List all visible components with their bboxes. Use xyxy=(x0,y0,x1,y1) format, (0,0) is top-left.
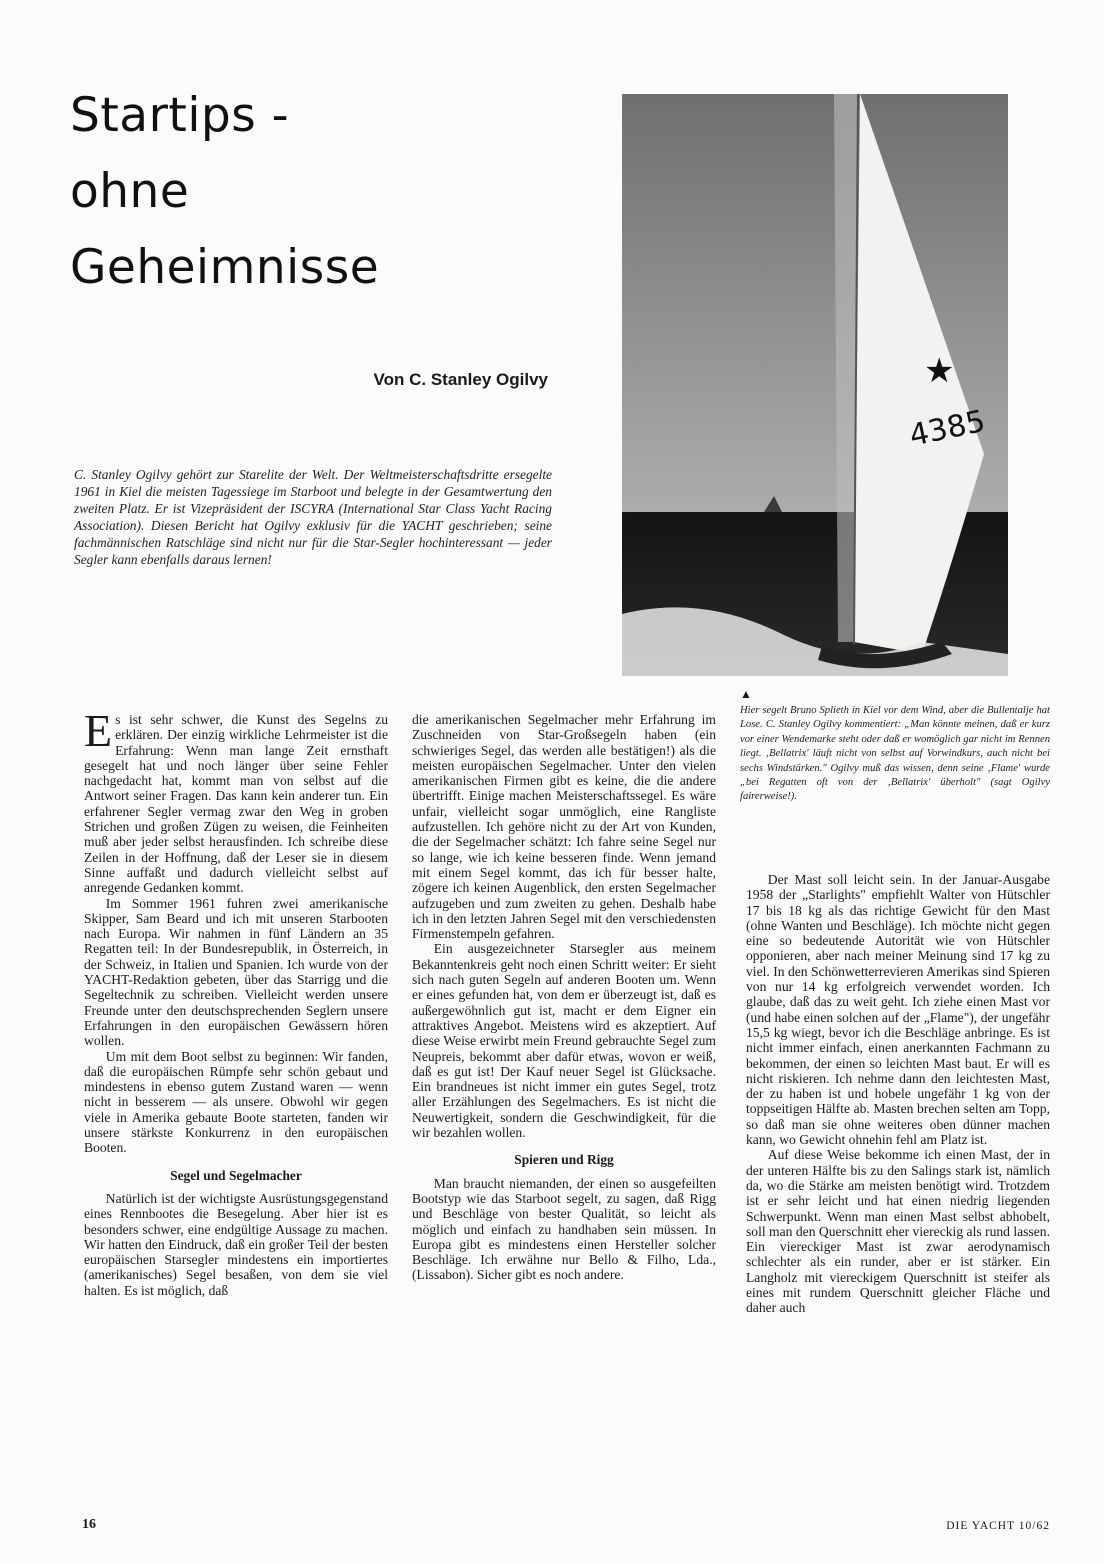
paragraph: Um mit dem Boot selbst zu beginnen: Wir fanden, daß die europäischen Rümpfe sehr schön gebaut und mindestens in ebenso gutem Zustand waren — wenn nicht in besserem — als unsere. Obwohl wir gegen viele in Amerika gebaute Boote starteten, fanden wir unsere stärkste Konkurrenz in den europäischen Booten. xyxy=(84,1048,388,1156)
paragraph: Natürlich ist der wichtigste Ausrüstungsgegenstand eines Rennbootes die Besegelung. Aber hier ist es besonders schwer, eine endgültige Aussage zu machen. Wir hatten den Eindruck, daß ein großer Teil der besten europäischen Starsegler mindestens ein importiertes (amerikanisches) Segel besaßen, von dem sie viel halten. Es ist möglich, daß xyxy=(84,1190,388,1298)
paragraph-text: s ist sehr schwer, die Kunst des Segelns zu erklären. Der einzig wirkliche Lehrmeister ist die Erfahrung: Wenn man lange Zeit ernsthaft gesegelt hat und noch länger über seine Fehler nachgedacht hat, kommt man von selbst auf die Antwort seiner Fragen. Das kann kein anderer tun. Ein erfahrener Segler vermag zwar den Weg in groben Strichen und großen Zügen zu weisen, die Feinheiten muß aber jeder selbst herausfinden. Ich schreibe diese Zeilen in der Hoffnung, daß der Leser sie in diesem Sinne auffaßt und dadurch vielleicht selbst auf anregende Gedanken kommt. xyxy=(84,712,388,896)
magazine-footer: DIE YACHT 10/62 xyxy=(946,1520,1050,1532)
title-line-3: Geheimnisse xyxy=(70,240,380,295)
caption-arrow-icon: ▲ xyxy=(740,687,752,701)
drop-cap: E xyxy=(84,705,113,756)
intro-text: C. Stanley Ogilvy gehört zur Starelite der Welt. Der Weltmeisterschaftsdritte ersegelte 1961 in Kiel die meisten Tagessiege im Starboot und belegte in der Gesamtwertung den zweiten Platz. Er ist Vizepräsident der ISCYRA (International Star Class Yacht Racing Association). Diesen Bericht hat Ogilvy exklusiv für die YACHT geschrieben; seine fachmännischen Ratschläge sind nicht nur für die Star-Segler hochinteressant — jeder Segler kann ebenfalls daraus lernen! xyxy=(74,467,552,567)
title-line-2: ohne xyxy=(70,164,190,219)
paragraph: die amerikanischen Segelmacher mehr Erfahrung im Zuschneiden von Star-Großsegeln haben (ein schwieriges Segel, das werden alle bestätigen!) als die meisten europäischen Segelmacher. Unter den vielen amerikanischen Firmen gibt es keine, die die andere übertrifft. Einige machen Meisterschaftssegel. Es wäre unfair, vielleicht sogar unmöglich, eine Rangliste aufzustellen. Ich gehöre nicht zu der Art von Kunden, die der Segelmacher schätzt: Ich fahre seine Segel nur so lange, wie ich keine besseren finde. Wenn jemand mit einem Segel kommt, das ich für besser halte, zögere ich keinen Augenblick, den ersten Segelmacher aufzugeben und zum zweiten zu gehen. Deshalb habe ich in den letzten Jahren Segel mit den verschiedensten Firmenstempeln gefahren. xyxy=(412,712,716,942)
section-heading: Spieren und Rigg xyxy=(514,1152,614,1168)
paragraph: Auf diese Weise bekomme ich einen Mast, der in der unteren Hälfte bis zu den Salings stark ist, nämlich da, wo die Stärke am meisten benötigt wird. Trotzdem ist er sehr leicht und hat einen niedrig liegenden Schwerpunkt. Wenn man einen Mast selbst abhobelt, soll man den Querschnitt eher viereckig als rund lassen. Ein viereckiger Mast ist zwar aerodynamisch schlechter als ein runder, aber er ist stärker. Ein Langholz mit viereckigem Querschnitt ist steifer als eines mit rundem Querschnitt gleicher Fläche und daher auch xyxy=(746,1147,1050,1316)
paragraph: Man braucht niemanden, der einen so ausgefeilten Bootstyp wie das Starboot segelt, zu sagen, daß Rigg und Beschläge von bester Qualität, so leicht als möglich und einfach zu handhaben sein müssen. In Europa gibt es mindestens einen Hersteller solcher Beschläge. Ich erwähne nur Bello & Filho, Lda., (Lissabon). Sicher gibt es noch andere. xyxy=(412,1175,716,1283)
article-title xyxy=(70,78,590,306)
section-heading: Segel und Segelmacher xyxy=(170,1167,302,1183)
paragraph: Im Sommer 1961 fuhren zwei amerikanische Skipper, Sam Beard und ich mit unseren Starbooten nach Europa. Wir nahmen in fünf Ländern an 35 Regatten teil: In der Bundesrepublik, in Österreich, in der Schweiz, in Italien und Spanien. Ich wurde von der YACHT-Redaktion gebeten, über das Starrigg und die Segeltechnik zu schreiben. Vielleicht werden unsere Freunde unter den deutschsprechenden Seglern unsere Erfahrungen in den europäischen Gewässern hören wollen. xyxy=(84,895,388,1049)
caption-text: Hier segelt Bruno Splieth in Kiel vor dem Wind, aber die Bullentalje hat Lose. C. Stanley Ogilvy kommentiert: „Man könnte meinen, daß er kurz vor einer Wendemarke steht oder daß er womöglich gar nicht im Rennen liegt. ‚Bellatrix' läuft nicht von selbst auf Vorwindkurs, auch nicht bei sechs Windstärken." Ogilvy muß das wissen, denn seine ‚Flame' wurde „bei Regatten oft von der ‚Bellatrix' überholt" (sagt Ogilvy fairerweise!). xyxy=(740,705,1050,803)
column-2 xyxy=(412,712,716,1283)
paragraph: Ein ausgezeichneter Starsegler aus meinem Bekanntenkreis geht noch einen Schritt weiter: Er sieht sich nach guten Segeln auf anderen Booten um. Wenn er eines gefunden hat, von dem er überzeugt ist, daß es außergewöhnlich gut ist, macht er dem Eigner ein attraktives Angebot. Meistens wird es akzeptiert. Auf diese Weise erwirbt mein Freund gebrauchte Segel zum Neupreis, bekommt aber dafür etwas, wovon er weiß, daß es gut ist! Der Kauf neuer Segel ist Glücksache. Ein brandneues ist nicht immer ein gutes Segel, trotz aller Erzählungen des Segelmachers. Es ist nicht die Neuwertigkeit, sondern die Geschwindigkeit, für die wir bezahlen wollen. xyxy=(412,941,716,1141)
paragraph: Der Mast soll leicht sein. In der Januar-Ausgabe 1958 der „Starlights" empfiehlt Walter von Hütschler 17 bis 18 kg als das richtige Gewicht für den Mast (ohne Wanten und Beschläge). Ich möchte nicht gegen eine so bedeutende Autorität wie von Hütschler opponieren, aber nach meiner Meinung sind 17 kg zu viel. In den Schönwetterrevieren Amerikas sind Spieren von nur 14 kg erfolgreich verwendet worden. Ich glaube, daß das zu weit geht. Ich ziehe einen Mast vor (und habe einen solchen auf der „Flame"), der ungefähr 15,5 kg wiegt, bevor ich die Beschläge anbringe. Es ist nicht immer einfach, einen anerkannten Fachmann zu bekommen, der einen so leichten Mast baut. Er will es nicht riskieren. Ich nehme dann den leichtesten Mast, der zu haben ist und hobele ungefähr 1 kg von der toppseitigen Hälfte ab. Masten brechen selten am Topp, so daß man sie ohne weiteres oben dünner machen kann, wo Gewicht ohnehin fehl am Platz ist. xyxy=(746,872,1050,1148)
title-line-1: Startips - xyxy=(70,88,290,143)
page-number: 16 xyxy=(82,1517,96,1532)
column-3 xyxy=(746,872,1050,1316)
column-1 xyxy=(84,705,388,1298)
star-emblem-icon: ★ xyxy=(924,351,955,391)
paragraph xyxy=(84,705,388,896)
photo-caption xyxy=(740,688,1050,805)
byline: Von C. Stanley Ogilvy xyxy=(373,370,548,389)
star-boat-photo xyxy=(622,94,1008,676)
sail-number: 4385 xyxy=(906,403,989,454)
